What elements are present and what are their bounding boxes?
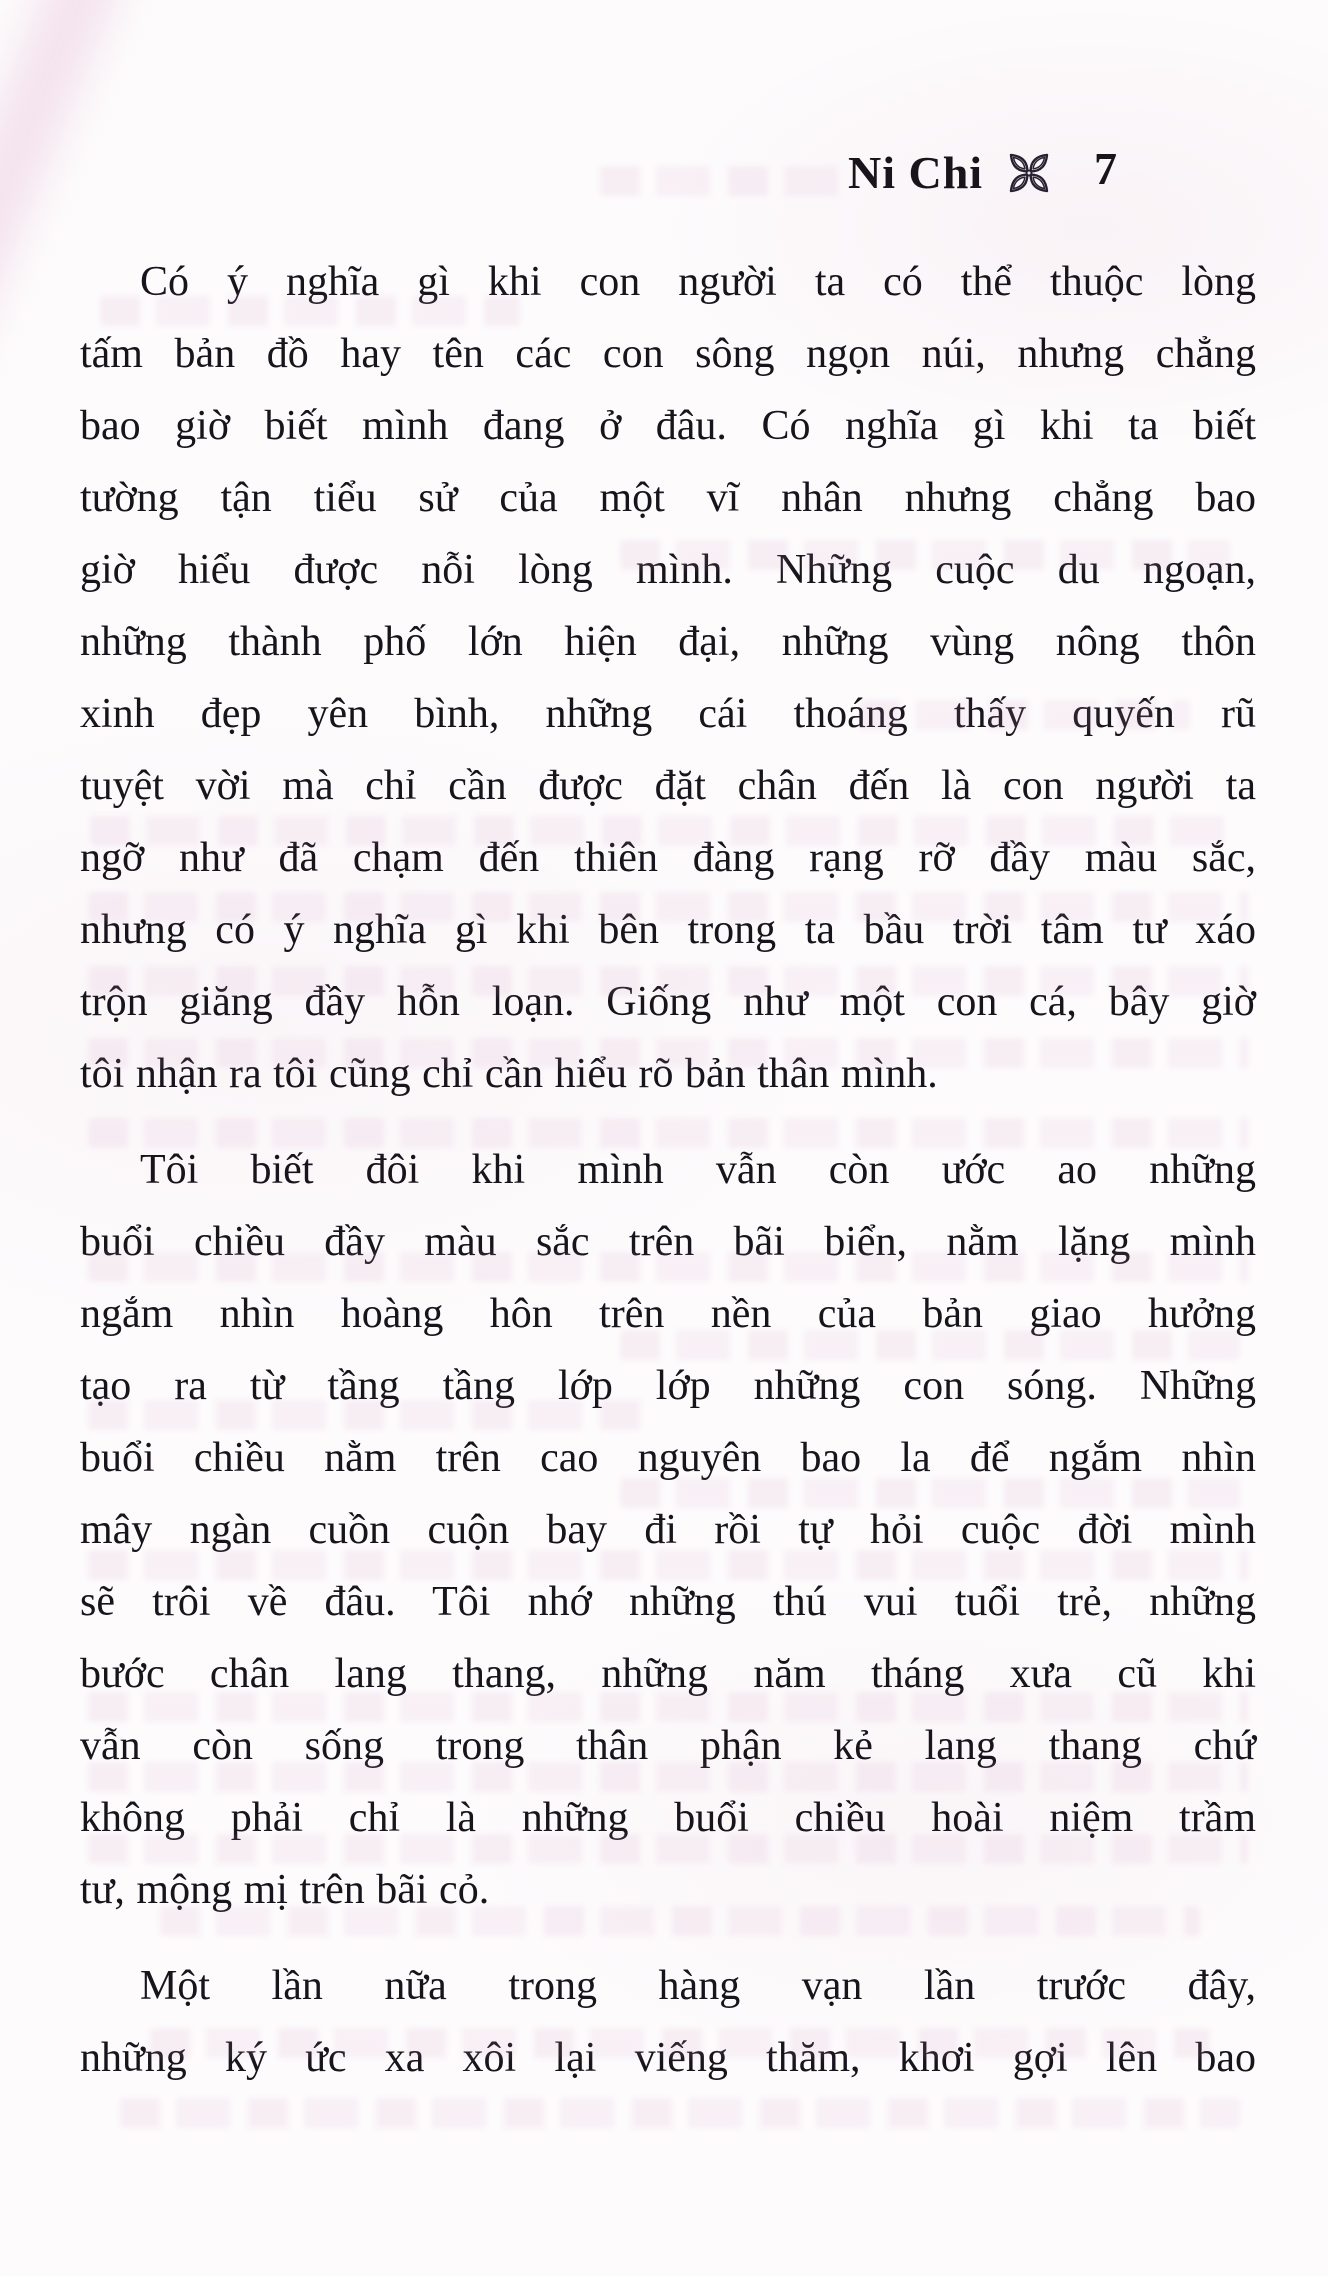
text-line: tôi nhận ra tôi cũng chỉ cần hiểu rõ bản thân mình. xyxy=(80,1051,938,1097)
text-line: sẽ trôi về đâu. Tôi nhớ những thú vui tuổi trẻ, những xyxy=(80,1579,1256,1625)
four-petal-flower-icon xyxy=(1000,144,1058,202)
text-line: Có ý nghĩa gì khi con người ta có thể thuộc lòng xyxy=(140,259,1256,305)
text-line: buổi chiều đầy màu sắc trên bãi biển, nằm lặng mình xyxy=(80,1219,1256,1265)
paragraph xyxy=(80,1134,1256,1926)
show-through-texture xyxy=(600,166,850,196)
paragraph xyxy=(80,1950,1256,2094)
text-line: tạo ra từ tầng tầng lớp lớp những con sóng. Những xyxy=(80,1363,1256,1409)
text-line: bao giờ biết mình đang ở đâu. Có nghĩa gì khi ta biết xyxy=(80,403,1256,449)
text-line: nhưng có ý nghĩa gì khi bên trong ta bầu trời tâm tư xáo xyxy=(80,907,1256,953)
text-line: tuyệt vời mà chỉ cần được đặt chân đến là con người ta xyxy=(80,763,1256,809)
text-line: ngắm nhìn hoàng hôn trên nền của bản giao hưởng xyxy=(80,1291,1256,1337)
text-line: những thành phố lớn hiện đại, những vùng nông thôn xyxy=(80,619,1256,665)
text-line: không phải chỉ là những buổi chiều hoài niệm trầm xyxy=(80,1795,1256,1841)
text-line: tường tận tiểu sử của một vĩ nhân nhưng chẳng bao xyxy=(80,475,1256,521)
text-line: Một lần nữa trong hàng vạn lần trước đây, xyxy=(140,1963,1256,2009)
text-line: buổi chiều nằm trên cao nguyên bao la để ngắm nhìn xyxy=(80,1435,1256,1481)
text-line: tấm bản đồ hay tên các con sông ngọn núi, nhưng chẳng xyxy=(80,331,1256,377)
page-number: 7 xyxy=(1094,143,1117,194)
running-header-title: Ni Chi xyxy=(848,147,984,198)
text-line: bước chân lang thang, những năm tháng xưa cũ khi xyxy=(80,1651,1256,1697)
text-line: Tôi biết đôi khi mình vẫn còn ước ao những xyxy=(140,1147,1256,1193)
text-line: trộn giăng đầy hỗn loạn. Giống như một con cá, bây giờ xyxy=(80,979,1256,1025)
text-line: ngỡ như đã chạm đến thiên đàng rạng rỡ đầy màu sắc, xyxy=(80,835,1256,881)
text-body xyxy=(80,246,1256,2094)
text-line: vẫn còn sống trong thân phận kẻ lang thang chứ xyxy=(80,1723,1256,1769)
show-through-texture xyxy=(120,2098,1240,2128)
text-line: giờ hiểu được nỗi lòng mình. Những cuộc du ngoạn, xyxy=(80,547,1256,593)
text-line: tư, mộng mị trên bãi cỏ. xyxy=(80,1867,490,1913)
text-line: xinh đẹp yên bình, những cái thoáng thấy quyến rũ xyxy=(80,691,1256,737)
paragraph xyxy=(80,246,1256,1110)
text-line: mây ngàn cuồn cuộn bay đi rồi tự hỏi cuộc đời mình xyxy=(80,1507,1256,1553)
text-line: những ký ức xa xôi lại viếng thăm, khơi gợi lên bao xyxy=(80,2035,1256,2081)
